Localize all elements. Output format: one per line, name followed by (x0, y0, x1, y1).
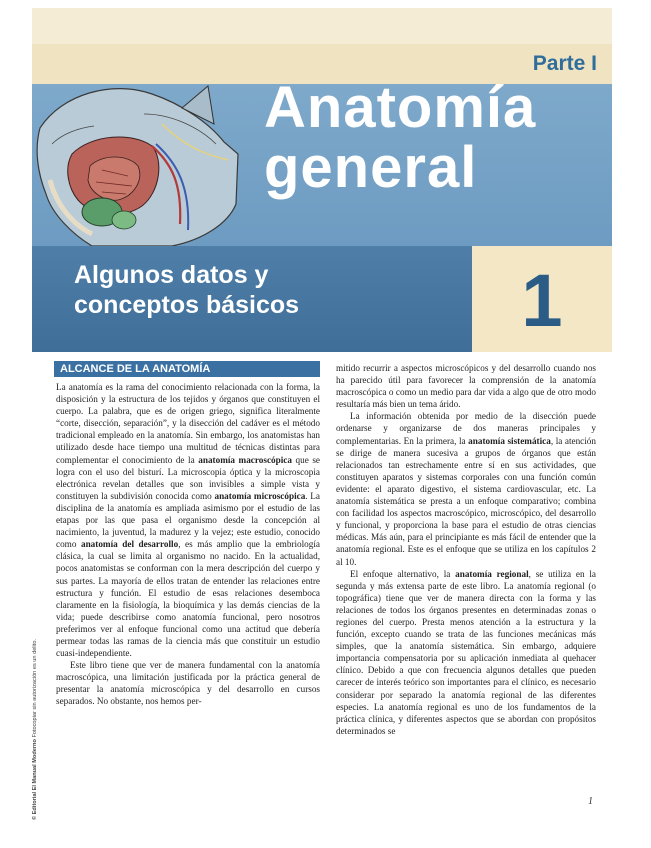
copyright-text: Fotocopiar sin autorización es un delito. (32, 638, 38, 740)
chapter-title (74, 260, 299, 320)
part-title-line2: general (264, 135, 478, 200)
term-anatomia-sistematica: anatomía sistemática (468, 435, 551, 446)
text-run: que se logra con el uso del bisturí. La microscopia óptica y la microscopia electrónica revelan detalles que son invisibles a simple vista y constituyen la subdivisión conocida como (56, 454, 320, 501)
chapter-title-line2: conceptos básicos (74, 291, 300, 319)
left-paragraph-2: Este libro tiene que ver de manera fundamental con la anatomía macroscópica, una limitación justificada por la práctica general de presentar la anatomía microscópica y del desarrollo en cursos separados. No obstante, nos hemos per- (56, 660, 320, 707)
text-run: La información obtenida por medio de la disección puede ordenarse y organizarse de dos maneras principales y complementarias. En la primera, la (336, 411, 596, 446)
right-paragraph-2 (336, 410, 596, 567)
term-anatomia-microscopica: anatomía microscópica (214, 490, 306, 501)
term-anatomia-desarrollo: anatomía del desarrollo (80, 539, 179, 550)
right-column (336, 362, 596, 737)
left-column (56, 381, 320, 708)
chapter-title-line1: Algunos datos y (74, 261, 269, 289)
right-paragraph-3 (336, 568, 596, 737)
term-anatomia-macroscopica: anatomía macroscópica (198, 454, 292, 465)
text-run: La anatomía es la rama del conocimiento relacionada con la forma, la disposición y la estructura de los tejidos y órganos que constituyen el cuerpo. La palabra, que es de origen griego, significa literalmente “corte, disección, separación”, y la disección del cadáver es el método tradicional empleado en la anatomía. Sin embargo, los anatomistas han utilizado desde hace tiempo una multitud de técnicas distintas para complementar el conocimiento de la (56, 382, 320, 465)
text-run: . La disciplina de la anatomía es ampliada asimismo por el estudio de las etapas por las que pasa el organismo desde la concepción al nacimiento, la juventud, la madurez y la vejez; este estudio, conocido como (56, 490, 320, 550)
copyright-side-note (32, 639, 38, 820)
part-strip (32, 44, 612, 84)
horse-head-anatomy-illustration (32, 84, 242, 246)
text-run: , se utiliza en la segunda y más extensa parte de este libro. La anatomía regional (o topográfica) tiene que ver de manera directa con la forma y las relaciones de todos los órganos presentes en determinadas zonas o regiones del cuerpo. Presta menos atención a la estructura y la función, excepto cuando se trata de las funciones mecánicas más simples, que la anatomía sistemática. Sin embargo, adquiere importancia compensatoria por su aplicación inmediata al quehacer clínico. Debido a que con frecuencia algunos detalles que pueden carecer de interés teórico son importantes para el clínico, es necesario considerar por separado la anatomía regional de las diferentes especies. La anatomía regional es uno de los fundamentos de la práctica clínica, y diferentes aspectos que se abordan con propósitos determinados se (336, 568, 596, 736)
part-title (264, 84, 536, 198)
top-band (32, 8, 612, 44)
section-heading: ALCANCE DE LA ANATOMÍA (54, 361, 320, 377)
left-paragraph-1 (56, 381, 320, 659)
right-paragraph-1: mitido recurrir a aspectos microscópicos y del desarrollo cuando nos ha parecido útil para favorecer la comprensión de la anatomía macroscópica o como un medio para dar vida a algo que de otro modo resultaría más bien un tema árido. (336, 363, 596, 410)
chapter-band (32, 246, 472, 352)
chapter-number-box (472, 246, 612, 352)
term-anatomia-regional: anatomía regional (455, 568, 529, 579)
text-run: , la atención se dirige de manera sucesiva a grupos de órganos que están relacionados tan estrechamente entre sí en sus actividades, que constituyen aparatos y sistemas corporales con una función común evidente: el aparato digestivo, el sistema cardiovascular, etc. La anatomía sistemática se presta a un enfoque comparativo; combina con facilidad los aspectos macroscópico, microscópico, del desarrollo y funcional, y proporciona la base para el estudio de otras ciencias médicas. Más aún, para el principiante es más fácil de entender que la anatomía regional. Este es el enfoque que se utiliza en los capítulos 2 al 10. (336, 435, 596, 567)
text-run: El enfoque alternativo, la (350, 568, 456, 579)
part-label: Parte I (532, 52, 597, 75)
chapter-number: 1 (521, 259, 563, 342)
page-number: 1 (588, 796, 593, 807)
title-block (32, 84, 612, 246)
publisher-name: © Editorial El Manual Moderno (32, 739, 38, 820)
part-title-line1: Anatomía (264, 84, 537, 140)
text-run: , es más amplio que la embriología clásica, la cual se limita al organismo no nacido. En la actualidad, pocos anatomistas se conforman con la mera descripción del cuerpo y sus partes. La mayoría de ellos tratan de entender las relaciones entre estructura y función. El estudio de esas relaciones desemboca claramente en la fisiología, la bioquímica y las demás ciencias de la vida; puede describirse como anatomía funcional, pero nosotros preferimos ver al enfoque funcional como una actitud que debería permear todas las ramas de la ciencia más que constituir un estudio cuasi-independiente. (56, 539, 320, 659)
